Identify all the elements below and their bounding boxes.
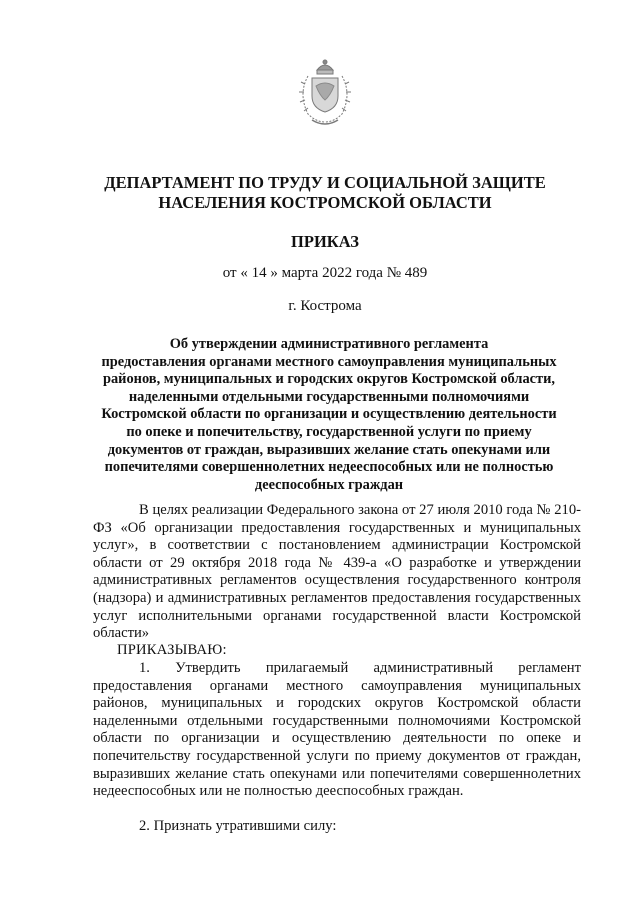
coat-of-arms-icon bbox=[290, 56, 360, 130]
subject-line: районов, муниципальных и городских округов Костромской области, bbox=[102, 371, 556, 388]
subject-line: попечителями совершеннолетних недееспособных или не полностью bbox=[104, 459, 554, 476]
order-subject bbox=[90, 336, 568, 494]
subject-line: дееспособных граждан bbox=[254, 476, 404, 493]
preamble-paragraph: В целях реализации Федерального закона от 27 июля 2010 года № 210-ФЗ «Об организации предоставления государственных и муниципальных услуг», в соответствии с постановлением администрации Костромской области от 29 октября 2018 года № 439-а «О разработке и утверждении административных регламентов осуществления государственного контроля (надзора) и административных регламентов предоставления государственных услуг исполнительными органами государственной власти Костромской области» bbox=[93, 502, 581, 642]
department-line-2: НАСЕЛЕНИЯ КОСТРОМСКОЙ ОБЛАСТИ bbox=[158, 193, 492, 212]
subject-line: Об утверждении административного регламента bbox=[169, 336, 489, 352]
subject-line: предоставления органами местного самоуправления муниципальных bbox=[101, 353, 557, 370]
order-item-1: 1. Утвердить прилагаемый административный регламент предоставления органами местного самоуправления муниципальных районов, муниципальных и городских округов Костромской области наделенными отдельными государственными полномочиями Костромской области по организации и осуществлению деятельности по опеке и попечительству государственной услуги по приему документов от граждан, выразивших желание стать опекунами или попечителями совершеннолетних недееспособных или не полностью дееспособных граждан. bbox=[93, 660, 581, 800]
order-city: г. Кострома bbox=[288, 298, 362, 314]
order-item-2: 2. Признать утратившими силу: bbox=[139, 818, 337, 834]
subject-line: документов от граждан, выразивших желание стать опекунами или bbox=[107, 441, 551, 458]
order-date-number: от « 14 » марта 2022 года № 489 bbox=[222, 265, 428, 281]
order-statement bbox=[93, 642, 581, 660]
department-line-1: ДЕПАРТАМЕНТ ПО ТРУДУ И СОЦИАЛЬНОЙ ЗАЩИТЕ bbox=[104, 173, 546, 192]
order-word: ПРИКАЗЫВАЮ: bbox=[117, 642, 227, 658]
subject-line: по опеке и попечительству, государственной услуги по приему bbox=[126, 423, 532, 440]
subject-line: Костромской области по организации и осуществлению деятельности bbox=[101, 406, 557, 423]
document-type: ПРИКАЗ bbox=[291, 232, 359, 251]
subject-line: наделенными отдельными государственными полномочиями bbox=[128, 388, 530, 405]
department-name bbox=[60, 173, 590, 213]
